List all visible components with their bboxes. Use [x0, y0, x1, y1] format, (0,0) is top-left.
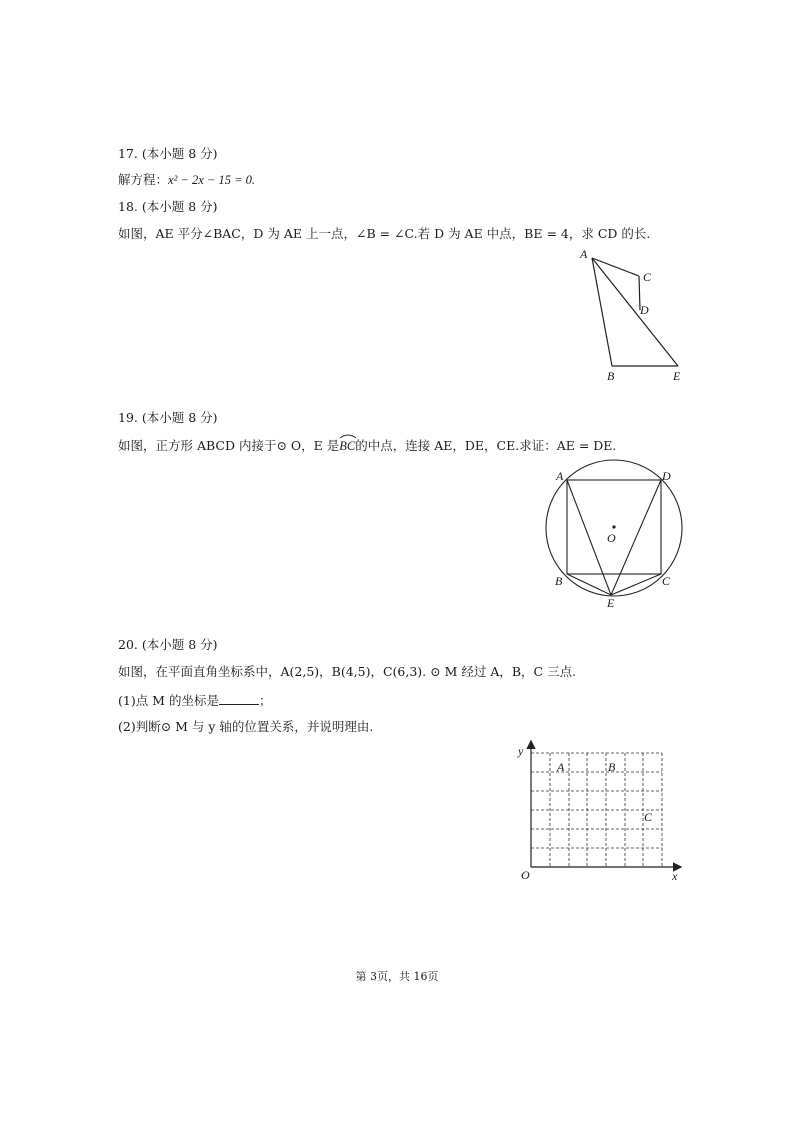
q20-coordinate-grid: [510, 736, 690, 886]
q18-label-d: D: [640, 303, 649, 317]
q19-label-c: C: [662, 574, 671, 588]
q17-equation: x² − 2x − 15 = 0.: [168, 173, 256, 187]
q19-label-e: E: [607, 596, 615, 610]
q19-label-a: A: [556, 469, 564, 483]
q18-figure: [570, 244, 700, 384]
q17-header: 17. (本小题 8 分): [118, 146, 218, 161]
q18-label-a: A: [580, 247, 588, 261]
page-footer: 第 3页，共 16页: [355, 970, 439, 983]
q20-label-x: x: [672, 869, 678, 883]
q19-label-d: D: [662, 469, 671, 483]
q19-header: 19. (本小题 8 分): [118, 410, 218, 425]
q19-text-post: 的中点，连接 AE，DE，CE.求证：AE = DE.: [355, 438, 617, 453]
q17-prompt: 解方程：: [118, 172, 169, 187]
q18-text: 如图，AE 平分∠BAC，D 为 AE 上一点，∠B = ∠C.若 D 为 AE 中点，BE = 4，求 CD 的长.: [118, 226, 651, 241]
q19-text-pre: 如图，正方形 ABCD 内接于⊙ O，E 是: [118, 438, 340, 453]
q20-label-a: A: [557, 760, 565, 774]
q19-arc: [339, 438, 355, 454]
arc-mark-icon: [339, 433, 357, 439]
q20-grid-lines: [531, 753, 662, 867]
q19-label-b: B: [555, 574, 563, 588]
q20-part1-pre: (1)点 M 的坐标是: [118, 693, 219, 708]
q19-arc-label: BC: [339, 439, 356, 453]
q18-label-c: C: [643, 270, 652, 284]
q20-part2: (2)判断⊙ M 与 y 轴的位置关系，并说明理由.: [118, 719, 374, 734]
answer-blank[interactable]: [219, 692, 259, 705]
q19-label-o: O: [607, 531, 616, 545]
q20-label-b: B: [608, 760, 616, 774]
q20-label-o: O: [521, 868, 530, 882]
q17-body: [118, 172, 255, 188]
q20-label-c: C: [644, 810, 653, 824]
q20-label-y: y: [518, 744, 524, 758]
q20-header: 20. (本小题 8 分): [118, 637, 218, 652]
q20-text: 如图，在平面直角坐标系中，A(2,5)，B(4,5)，C(6,3). ⊙ M 经过 A，B，C 三点.: [118, 664, 577, 679]
q20-part1-post: ；: [258, 693, 272, 708]
q18-label-e: E: [673, 369, 681, 383]
q20-part1: [118, 692, 271, 709]
q19-text: [118, 438, 616, 454]
q18-label-b: B: [607, 369, 615, 383]
q18-header: 18. (本小题 8 分): [118, 199, 218, 214]
q19-segment-de: [611, 480, 661, 595]
q18-segment-ab: [592, 258, 612, 366]
q19-figure: [540, 455, 690, 610]
q19-center-point: [612, 525, 615, 528]
